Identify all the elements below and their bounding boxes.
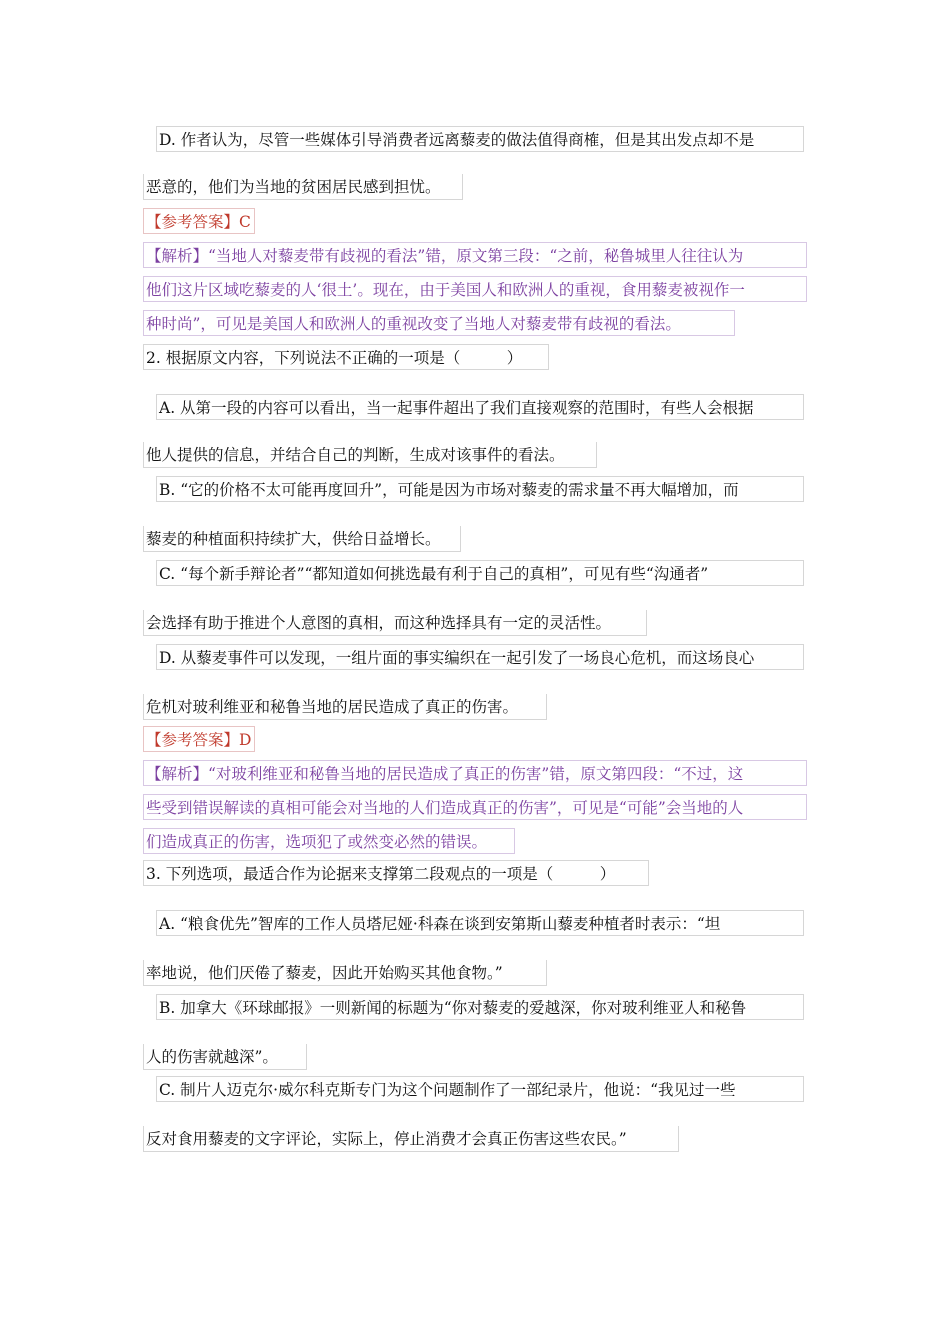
q2-analysis-line1: 【解析】“对玻利维亚和秘鲁当地的居民造成了真正的伤害”错，原文第四段：“不过，这 — [143, 760, 807, 786]
q2-analysis-line3: 们造成真正的伤害，选项犯了或然变必然的错误。 — [143, 828, 515, 854]
q3-option-b-line2: 人的伤害就越深”。 — [143, 1044, 307, 1070]
q2-option-c-line1: C. “每个新手辩论者”“都知道如何挑选最有利于自己的真相”，可见有些“沟通者” — [156, 560, 804, 586]
q3-option-c-line1: C. 制片人迈克尔·威尔科克斯专门为这个问题制作了一部纪录片，他说：“我见过一些 — [156, 1076, 804, 1102]
q2-option-d-line1: D. 从藜麦事件可以发现，一组片面的事实编织在一起引发了一场良心危机，而这场良心 — [156, 644, 804, 670]
q1-analysis-line2: 他们这片区域吃藜麦的人‘很土’。现在，由于美国人和欧洲人的重视，食用藜麦被视作一 — [143, 276, 807, 302]
q2-analysis-line2: 些受到错误解读的真相可能会对当地的人们造成真正的伤害”，可见是“可能”会当地的人 — [143, 794, 807, 820]
q2-option-a-line1: A. 从第一段的内容可以看出，当一起事件超出了我们直接观察的范围时，有些人会根据 — [156, 394, 804, 420]
q1-analysis-line1: 【解析】“当地人对藜麦带有歧视的看法”错，原文第三段：“之前，秘鲁城里人往往认为 — [143, 242, 807, 268]
q3-stem: 3. 下列选项，最适合作为论据来支撑第二段观点的一项是（ ） — [143, 860, 649, 886]
q1-analysis-line3: 种时尚”，可见是美国人和欧洲人的重视改变了当地人对藜麦带有歧视的看法。 — [143, 310, 735, 336]
q2-option-b-line2: 藜麦的种植面积持续扩大，供给日益增长。 — [143, 526, 461, 552]
q3-option-a-line1: A. “粮食优先”智库的工作人员塔尼娅·科森在谈到安第斯山藜麦种植者时表示：“坦 — [156, 910, 804, 936]
q1-option-d-line1: D. 作者认为，尽管一些媒体引导消费者远离藜麦的做法值得商榷，但是其出发点却不是 — [156, 126, 804, 152]
q2-option-c-line2: 会选择有助于推进个人意图的真相，而这种选择具有一定的灵活性。 — [143, 610, 647, 636]
q2-option-a-line2: 他人提供的信息，并结合自己的判断，生成对该事件的看法。 — [143, 442, 597, 468]
q3-option-b-line1: B. 加拿大《环球邮报》一则新闻的标题为“你对藜麦的爱越深，你对玻利维亚人和秘鲁 — [156, 994, 804, 1020]
q2-stem: 2. 根据原文内容，下列说法不正确的一项是（ ） — [143, 344, 549, 370]
q2-option-d-line2: 危机对玻利维亚和秘鲁当地的居民造成了真正的伤害。 — [143, 694, 547, 720]
q3-option-a-line2: 率地说，他们厌倦了藜麦，因此开始购买其他食物。” — [143, 960, 547, 986]
q2-option-b-line1: B. “它的价格不太可能再度回升”，可能是因为市场对藜麦的需求量不再大幅增加，而 — [156, 476, 804, 502]
q1-answer: 【参考答案】C — [143, 208, 255, 234]
q2-answer: 【参考答案】D — [143, 726, 255, 752]
q1-option-d-line2: 恶意的，他们为当地的贫困居民感到担忧。 — [143, 174, 463, 200]
q3-option-c-line2: 反对食用藜麦的文字评论，实际上，停止消费才会真正伤害这些农民。” — [143, 1126, 679, 1152]
